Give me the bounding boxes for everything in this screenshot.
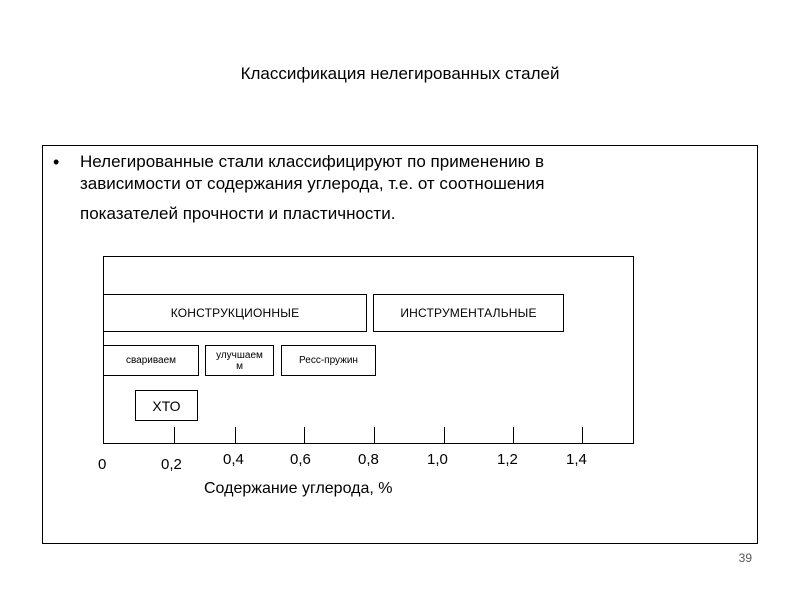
improvable-box (205, 345, 274, 376)
tick-label-0-8: 0,8 (358, 451, 379, 468)
bullet-line-1: Нелегированные стали классифицируют по применению в (80, 152, 545, 171)
spring-box (281, 345, 376, 376)
bullet-line-2: зависимости от содержания углерода, т.е. от соотношения (80, 174, 545, 193)
weldable-label: свариваем (125, 355, 177, 366)
tick-label-0-4: 0,4 (223, 451, 244, 468)
spring-label: Ресс-пружин (299, 355, 358, 366)
treatment-box (135, 390, 198, 421)
axis-tick-0-6 (304, 427, 305, 444)
axis-tick-0-8 (374, 427, 375, 444)
tool-category-box (373, 294, 564, 332)
axis-title: Содержание углерода, % (204, 480, 393, 497)
slide-number: 39 (738, 551, 752, 565)
structural-category-label: КОНСТРУКЦИОННЫЕ (170, 306, 300, 320)
axis-tick-1-2 (513, 427, 514, 444)
bullet-line-3: показателей прочности и пластичности. (80, 204, 396, 223)
tool-category-label: ИНСТРУМЕНТАЛЬНЫЕ (400, 306, 537, 320)
structural-category-box (103, 294, 367, 332)
tick-label-0: 0 (98, 456, 107, 473)
axis-tick-0-2 (174, 427, 175, 444)
tick-label-1-0: 1,0 (427, 451, 448, 468)
tick-label-1-4: 1,4 (566, 451, 587, 468)
slide-title: Классификация нелегированных сталей (240, 64, 560, 83)
treatment-label: ХТО (152, 397, 181, 414)
bullet-text (80, 151, 720, 225)
tick-label-1-2: 1,2 (497, 451, 518, 468)
weldable-box (103, 345, 199, 376)
tick-label-0-2: 0,2 (161, 456, 182, 473)
axis-tick-1-0 (444, 427, 445, 444)
improvable-label: улучшаем (216, 349, 263, 361)
bullet-marker: • (53, 152, 60, 172)
axis-tick-0-4 (235, 427, 236, 444)
improvable-label-suffix: м (236, 360, 243, 372)
tick-label-0-6: 0,6 (290, 451, 311, 468)
axis-tick-1-4 (582, 427, 583, 444)
